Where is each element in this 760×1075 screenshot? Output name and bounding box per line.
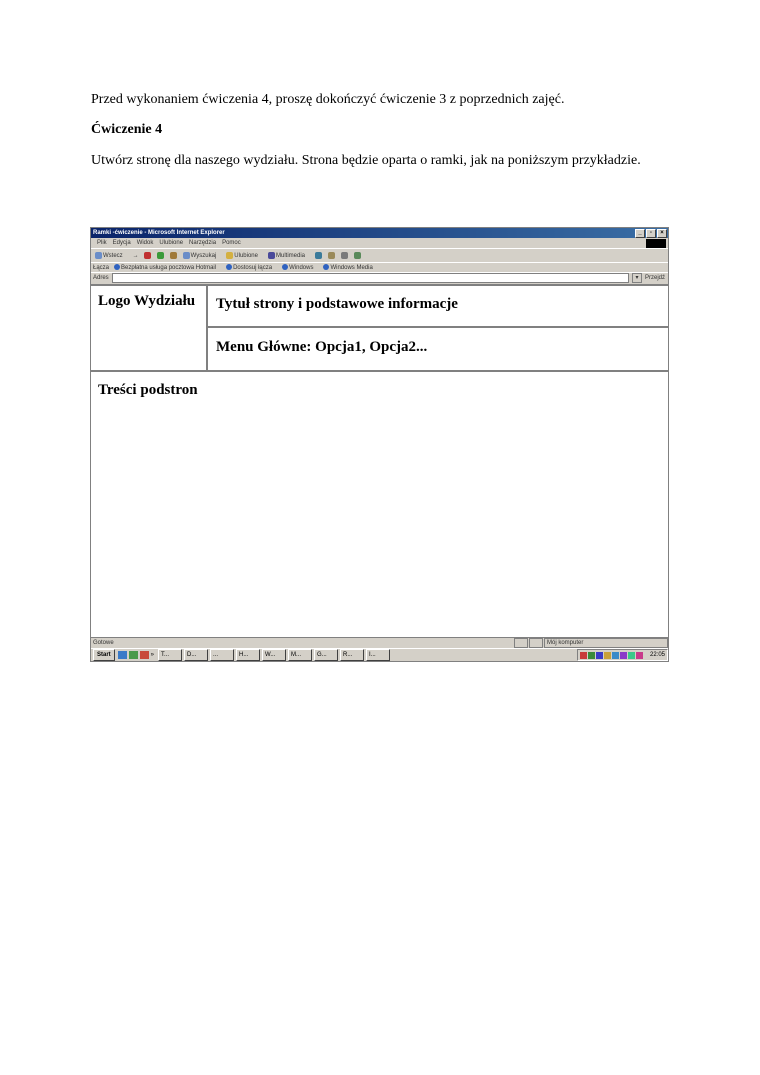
- link-hotmail[interactable]: Bezpłatna usługa pocztowa Hotmail: [114, 264, 221, 271]
- ie-page-icon: [226, 264, 232, 270]
- search-icon: [183, 252, 190, 259]
- taskbar-button[interactable]: R...: [340, 649, 364, 661]
- tray-icon[interactable]: [620, 652, 627, 659]
- forward-button[interactable]: →: [132, 252, 139, 259]
- go-button[interactable]: Przejdź: [644, 275, 665, 281]
- address-dropdown[interactable]: ▾: [632, 273, 642, 283]
- refresh-icon[interactable]: [157, 252, 165, 259]
- frame-title: Tytuł strony i podstawowe informacje: [208, 286, 668, 328]
- menu-edit[interactable]: Edycja: [112, 240, 131, 246]
- link-windows[interactable]: Windows: [282, 264, 318, 271]
- ie-window-screenshot: [90, 227, 669, 662]
- exercise-heading: Ćwiczenie 4: [91, 122, 163, 137]
- taskbar: [91, 648, 668, 661]
- taskbar-button[interactable]: T...: [158, 649, 182, 661]
- status-cell: [514, 638, 528, 648]
- system-tray: [577, 649, 668, 661]
- minimize-button[interactable]: _: [635, 229, 645, 238]
- status-text: Gotowe: [93, 639, 114, 646]
- instruction-paragraph: Utwórz stronę dla naszego wydziału. Strona będzie oparta o ramki, jak na poniższym przykładzie.: [91, 153, 641, 168]
- taskbar-button[interactable]: H...: [236, 649, 260, 661]
- links-bar: [91, 262, 668, 272]
- frameset-content: [91, 284, 668, 639]
- media-button[interactable]: [268, 252, 310, 259]
- favorites-button[interactable]: [226, 252, 263, 259]
- zone-label: Mój komputer: [544, 638, 668, 648]
- close-button[interactable]: ×: [657, 229, 667, 238]
- menu-favorites[interactable]: Ulubione: [159, 240, 184, 246]
- tray-icon[interactable]: [636, 652, 643, 659]
- ie-page-icon: [114, 264, 120, 270]
- links-label: Łącza: [93, 264, 110, 271]
- address-bar: [91, 272, 668, 283]
- tray-icon[interactable]: [604, 652, 611, 659]
- quicklaunch-overflow[interactable]: »: [150, 652, 155, 658]
- maximize-button[interactable]: ▫: [646, 229, 656, 238]
- favorites-icon: [226, 252, 233, 259]
- ie-page-icon: [282, 264, 288, 270]
- frame-logo: Logo Wydziału: [91, 286, 208, 370]
- menu-help[interactable]: Pomoc: [222, 240, 241, 246]
- frame-menu: Menu Główne: Opcja1, Opcja2...: [216, 339, 428, 355]
- link-customize[interactable]: Dostosuj łącza: [226, 264, 277, 271]
- taskbar-button[interactable]: D...: [184, 649, 208, 661]
- menu-view[interactable]: Widok: [136, 240, 154, 246]
- address-label: Adres: [93, 275, 109, 281]
- stop-icon[interactable]: [144, 252, 152, 259]
- intro-paragraph: Przed wykonaniem ćwiczenia 4, proszę dokończyć ćwiczenie 3 z poprzednich zajęć.: [91, 92, 565, 107]
- frame-content: Treści podstron: [91, 370, 668, 639]
- outlook-icon[interactable]: [140, 651, 149, 659]
- home-icon[interactable]: [170, 252, 178, 259]
- back-arrow-icon: [95, 252, 102, 259]
- taskbar-button[interactable]: M...: [288, 649, 312, 661]
- media-icon: [268, 252, 275, 259]
- menu-tools[interactable]: Narzędzia: [189, 240, 217, 246]
- mail-icon[interactable]: [328, 252, 336, 259]
- clock: 22:05: [649, 652, 665, 658]
- tray-icon[interactable]: [588, 652, 595, 659]
- toolbar: [91, 248, 668, 262]
- taskbar-button[interactable]: ...: [210, 649, 234, 661]
- ie-quicklaunch-icon[interactable]: [129, 651, 138, 659]
- ie-logo-icon: [646, 239, 666, 248]
- tray-icon[interactable]: [612, 652, 619, 659]
- menu-bar: [91, 238, 668, 248]
- status-cell: [529, 638, 543, 648]
- start-button[interactable]: Start: [93, 649, 115, 661]
- media-label: Multimedia: [275, 253, 305, 260]
- taskbar-button[interactable]: W...: [262, 649, 286, 661]
- window-titlebar: [91, 228, 668, 238]
- taskbar-button[interactable]: G...: [314, 649, 338, 661]
- back-label: Wstecz: [103, 253, 123, 260]
- tray-icon[interactable]: [628, 652, 635, 659]
- history-icon[interactable]: [315, 252, 323, 259]
- status-bar: [91, 637, 668, 647]
- window-title: Ramki -ćwiczenie - Microsoft Internet Explorer: [93, 230, 225, 236]
- search-button[interactable]: [183, 252, 222, 259]
- menu-file[interactable]: Plik: [97, 240, 107, 246]
- address-input[interactable]: [112, 273, 629, 283]
- taskbar-button[interactable]: I...: [366, 649, 390, 661]
- desktop-icon[interactable]: [118, 651, 127, 659]
- ie-page-icon: [323, 264, 329, 270]
- tray-icon[interactable]: [596, 652, 603, 659]
- link-windows-media[interactable]: Windows Media: [323, 264, 377, 271]
- favorites-label: Ulubione: [234, 253, 258, 260]
- search-label: Wyszukaj: [190, 253, 217, 260]
- edit-icon[interactable]: [354, 252, 362, 259]
- tray-icon[interactable]: [580, 652, 587, 659]
- print-icon[interactable]: [341, 252, 349, 259]
- back-button[interactable]: [95, 252, 128, 259]
